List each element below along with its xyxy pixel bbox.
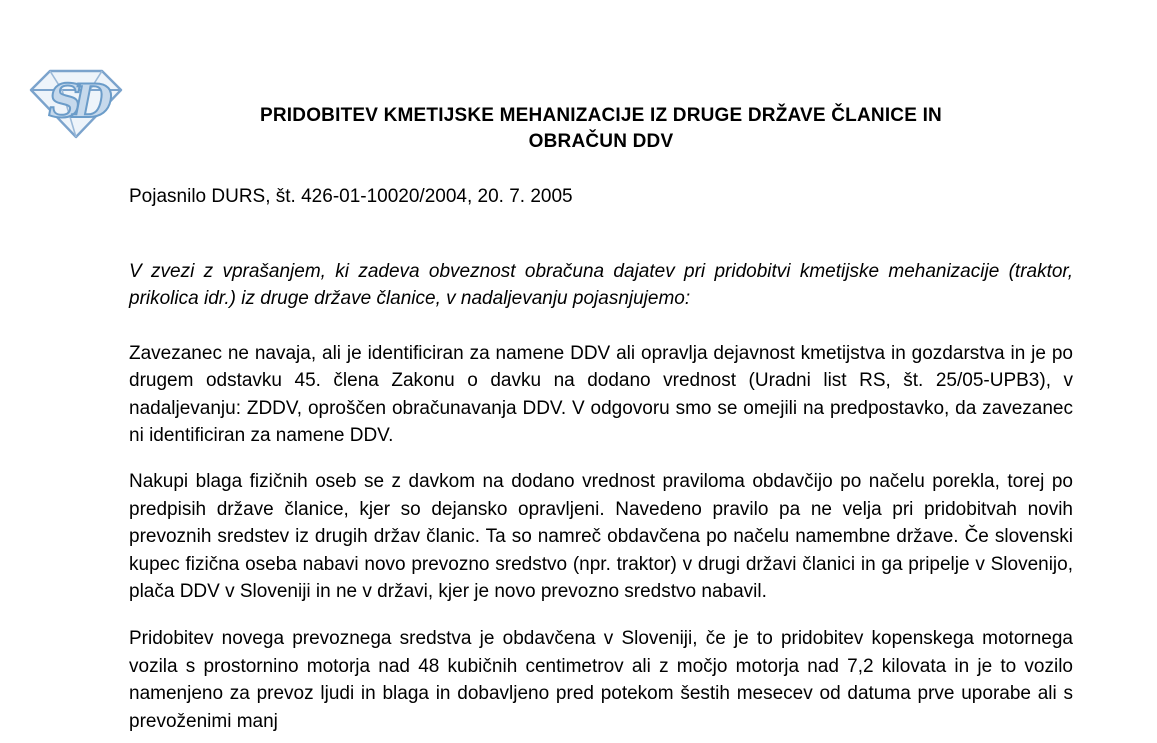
title-line-2: OBRAČUN DDV bbox=[528, 131, 674, 152]
document-content bbox=[129, 0, 1073, 735]
title-line-1: PRIDOBITEV KMETIJSKE MEHANIZACIJE IZ DRUGE DRŽAVE ČLANICE IN bbox=[260, 105, 942, 126]
intro-paragraph: V zvezi z vprašanjem, ki zadeva obveznost obračuna dajatev pri pridobitvi kmetijske mehanizacije (traktor, prikolica idr.) iz druge države članice, v nadaljevanju pojasnjujemo: bbox=[129, 261, 1073, 310]
diamond-gem-icon bbox=[28, 64, 124, 142]
body-paragraph-2: Nakupi blaga fizičnih oseb se z davkom na dodano vrednost praviloma obdavčijo po načelu porekla, torej po predpisih države članice, kjer so dejansko opravljeni. Navedeno pravilo pa ne velja pri pridobitvah novih prevoznih sredstev iz drugih držav članic. Ta so namreč obdavčena po načelu namembne države. Če slovenski kupec fizična oseba nabavi novo prevozno sredstvo (npr. traktor) v drugi državi članici in ga pripelje v Slovenijo, plača DDV v Sloveniji in ne v državi, kjer je novo prevozno sredstvo nabavil. bbox=[129, 471, 1073, 603]
logo-monogram: SD bbox=[48, 74, 104, 128]
reference-line: Pojasnilo DURS, št. 426-01-10020/2004, 20. 7. 2005 bbox=[129, 186, 573, 207]
document-title bbox=[129, 103, 1073, 155]
body-paragraph-1: Zavezanec ne navaja, ali je identificiran za namene DDV ali opravlja dejavnost kmetijstva in gozdarstva in je po drugem odstavku 45. člena Zakonu o davku na dodano vrednost (Uradni list RS, št. 25/05-UPB3), v nadaljevanju: ZDDV, oproščen obračunavanja DDV. V odgovoru smo se omejili na predpostavko, da zavezanec ni identificiran za namene DDV. bbox=[129, 342, 1073, 447]
body-paragraph-3: Pridobitev novega prevoznega sredstva je obdavčena v Sloveniji, če je to pridobitev kopenskega motornega vozila s prostornino motorja nad 48 kubičnih centimetrov ali z močjo motorja nad 7,2 kilovata in je to vozilo namenjeno za prevoz ljudi in blaga in dobavljeno pred potekom šestih mesecev od datuma prve uporabe ali s prevoženimi manj bbox=[129, 628, 1073, 732]
sd-logo bbox=[28, 64, 124, 142]
